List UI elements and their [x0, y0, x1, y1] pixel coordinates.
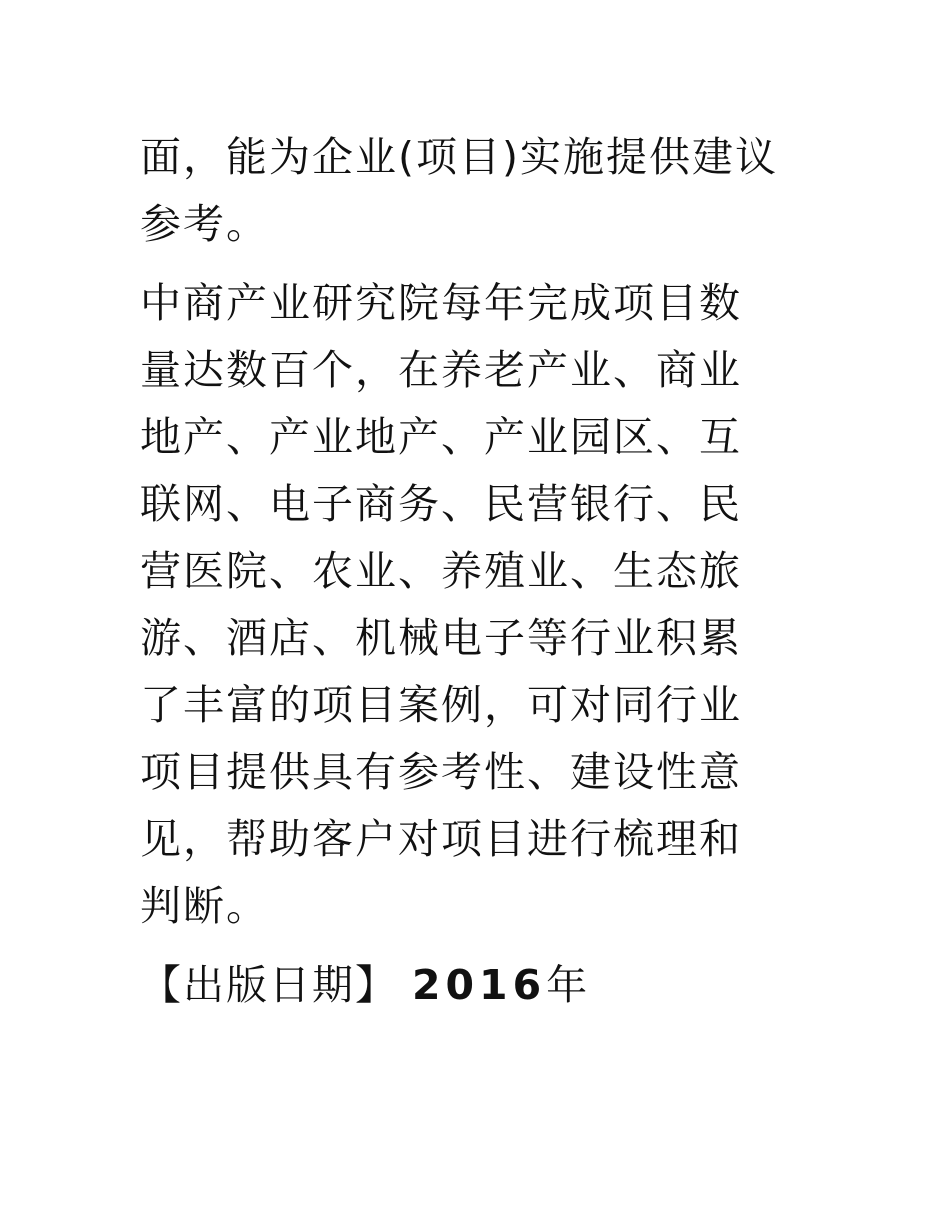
publication-year-unit: 年 [546, 961, 590, 1009]
paragraph-research-institute [140, 270, 820, 940]
text-line: 量达数百个，在养老产业、商业 [140, 346, 742, 394]
publication-date [140, 952, 820, 1019]
text-line: 见，帮助客户对项目进行梳理和 [140, 815, 742, 863]
text-line: 联网、电子商务、民营银行、民 [140, 480, 742, 528]
publication-date-line [140, 952, 820, 1019]
text-line: 面，能为企业(项目)实施提供建议 [140, 133, 778, 181]
text-line: 中商产业研究院每年完成项目数 [140, 279, 742, 327]
document-body [140, 124, 820, 1019]
text-line: 营医院、农业、养殖业、生态旅 [140, 547, 742, 595]
text-line: 判断。 [140, 882, 269, 930]
publication-year: 2016 [412, 961, 547, 1009]
publication-date-label: 【出版日期】 [140, 961, 398, 1009]
text-line: 地产、产业地产、产业园区、互 [140, 413, 742, 461]
paragraph-intro-continuation [140, 124, 820, 258]
text-line: 了丰富的项目案例，可对同行业 [140, 681, 742, 729]
text-line: 参考。 [140, 200, 269, 248]
text-line: 项目提供具有参考性、建设性意 [140, 748, 742, 796]
text-line: 游、酒店、机械电子等行业积累 [140, 614, 742, 662]
